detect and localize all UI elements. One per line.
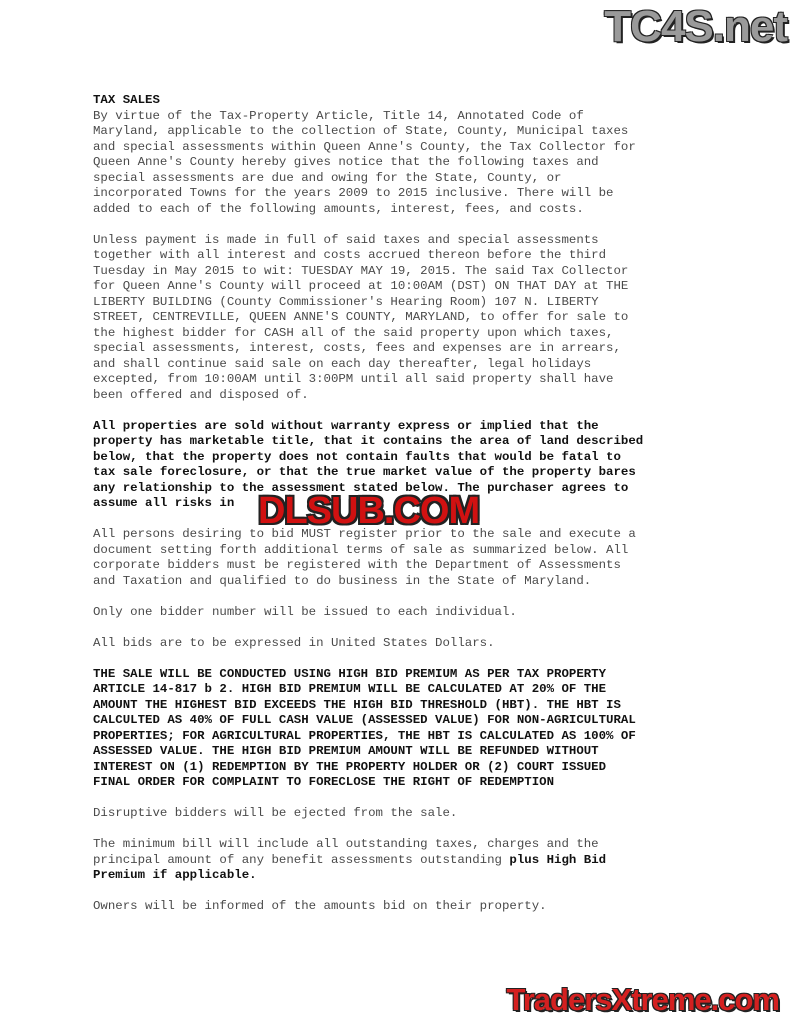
tc4s-watermark: TC4S.net bbox=[604, 2, 787, 51]
tradersxtreme-watermark: TradersXtreme.com bbox=[506, 982, 779, 1017]
minimum-bill-text: The minimum bill will include all outstanding taxes, charges and the principal amount of any benefit assessments outstanding bbox=[93, 837, 599, 867]
paragraph-disruptive-bidders: Disruptive bidders will be ejected from the sale. bbox=[93, 806, 458, 820]
paragraph-sale-schedule: Unless payment is made in full of said taxes and special assessments together with all interest and costs accrued thereon before the third Tuesday in May 2015 to wit: TUESDAY MAY 19, 2015. The said Tax Collector for Queen Anne's County will proceed at 10:00AM (DST) ON THAT DAY at THE LIBERTY BUILDING (County Commissioner's Hearing Room) 107 N. LIBERTY STREET, CENTREVILLE, QUEEN ANNE'S COUNTY, MARYLAND, to offer for sale to the highest bidder for CASH all of the said property upon which taxes, special assessments, interest, costs, fees and expenses are in arrears, and shall continue said sale on each day thereafter, legal holidays excepted, from 10:00AM until 3:00PM until all said property shall have been offered and disposed of. bbox=[93, 232, 629, 402]
paragraph-warranty-disclaimer: All properties are sold without warranty express or implied that the property has marketable title, that it contains the area of land described below, that the property does not contain faults that would be fatal to tax sale foreclosure, or that the true market value of the property bares any relationship to the assessment stated below. The purchaser agrees to assume all risks in bbox=[93, 418, 644, 510]
paragraph-high-bid-premium: THE SALE WILL BE CONDUCTED USING HIGH BID PREMIUM AS PER TAX PROPERTY ARTICLE 14-817 b 2. HIGH BID PREMIUM WILL BE CALCULATED AT 20% OF THE AMOUNT THE HIGHEST BID EXCEEDS THE HIGH BID THRESHOLD (HBT). THE HBT IS CALCULTED AS 40% OF FULL CASH VALUE (ASSESSED VALUE) FOR NON-AGRICULTURAL PROPERTIES; FOR AGRICULTURAL PROPERTIES, THE HBT IS CALCULATED AS 100% OF ASSESSED VALUE. THE HIGH BID PREMIUM AMOUNT WILL BE REFUNDED WITHOUT INTEREST ON (1) REDEMPTION BY THE PROPERTY HOLDER OR (2) COURT ISSUED FINAL ORDER FOR COMPLAINT TO FORECLOSE THE RIGHT OF REDEMPTION bbox=[93, 666, 636, 789]
paragraph-legal-authority: By virtue of the Tax-Property Article, Title 14, Annotated Code of Maryland, applicable to the collection of State, County, Municipal taxes and special assessments within Queen Anne's County, the Tax Collector for Queen Anne's County hereby gives notice that the following taxes and special assessments are due and owing for the State, County, or incorporated Towns for the years 2009 to 2015 inclusive. There will be added to each of the following amounts, interest, fees, and costs. bbox=[93, 108, 636, 216]
minimum-bill-emphasis-2: Premium if applicable. bbox=[93, 868, 257, 882]
paragraph-owner-notice: Owners will be informed of the amounts bid on their property. bbox=[93, 899, 547, 913]
paragraph-bidder-number: Only one bidder number will be issued to each individual. bbox=[93, 604, 517, 619]
document-title: TAX SALES bbox=[93, 93, 160, 107]
minimum-bill-emphasis-1: plus High Bid bbox=[509, 852, 607, 867]
dlsub-watermark: DLSUB.COM bbox=[258, 490, 480, 532]
paragraph-registration: All persons desiring to bid MUST register prior to the sale and execute a document setting forth additional terms of sale as summarized below. All corporate bidders must be registered with the Department of Assessments and Taxation and qualified to do business in the State of Maryland. bbox=[93, 527, 636, 588]
paragraph-minimum-bill bbox=[93, 837, 733, 884]
paragraph-currency: All bids are to be expressed in United States Dollars. bbox=[93, 635, 495, 650]
